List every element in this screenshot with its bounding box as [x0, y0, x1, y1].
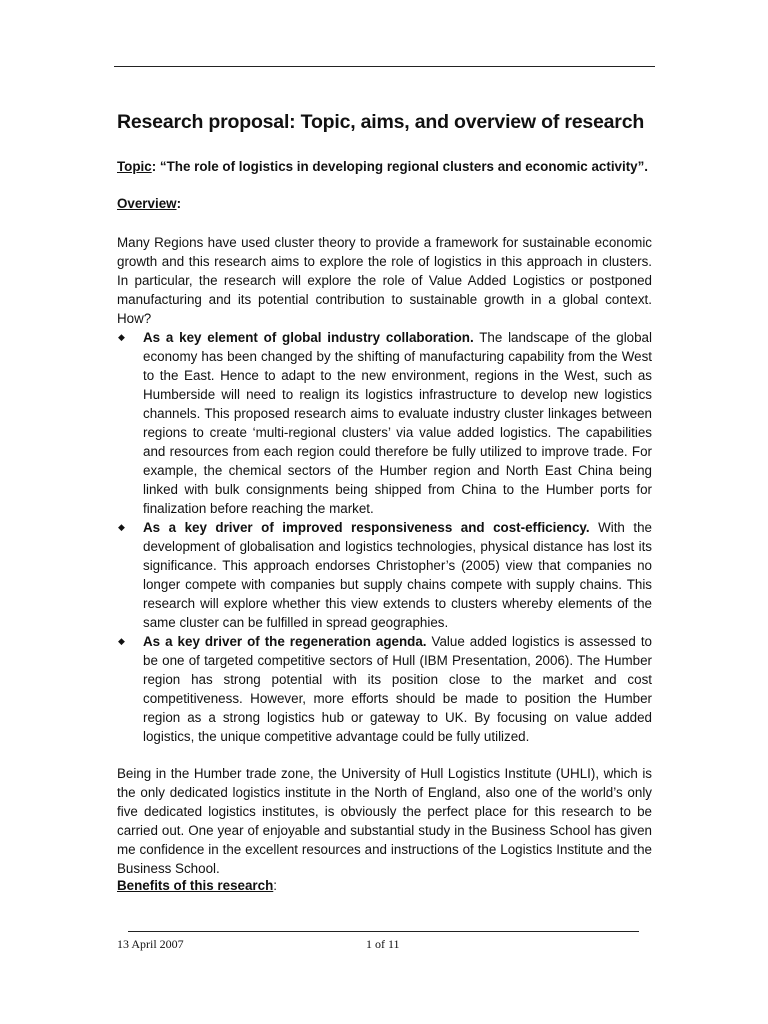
- topic-text: “The role of logistics in developing regional clusters and economic activity”.: [159, 159, 649, 174]
- institute-paragraph: Being in the Humber trade zone, the University of Hull Logistics Institute (UHLI), which is the only dedicated logistics institute in the North of England, also one of the world’s only five dedicated logistics institutes, is obviously the perfect place for this research to be carried out. One year of enjoyable and substantial study in the Business School has given me confidence in the excellent resources and instructions of the Logistics Institute and the Business School.: [117, 766, 652, 876]
- diamond-bullet-icon: ◆: [118, 522, 125, 532]
- bullet-list: [117, 328, 652, 746]
- bullet-item: [117, 518, 652, 632]
- bullet-lead: As a key element of global industry collaboration.: [143, 330, 474, 345]
- header-rule: [114, 66, 655, 67]
- bullet-text: Value added logistics is assessed to be one of targeted competitive sectors of Hull (IBM Presentation, 2006). The Humber region has strong potential with its position close to the market and cost competitiveness. However, more efforts should be made to position the Humber region as a strong logistics hub or gateway to UK. By focusing on value added logistics, the unique competitive advantage could be fully utilized.: [143, 634, 652, 744]
- topic-line: [117, 159, 648, 174]
- diamond-bullet-icon: ◆: [118, 636, 125, 646]
- bullet-item: [117, 632, 652, 746]
- bullet-item: [117, 328, 652, 518]
- diamond-bullet-icon: ◆: [118, 332, 125, 342]
- bullet-lead: As a key driver of the regeneration agenda.: [143, 634, 427, 649]
- page-number: 1 of 11: [366, 937, 400, 951]
- bullet-text: With the development of globalisation and logistics technologies, physical distance has lost its significance. This approach endorses Christopher’s (2005) view that companies no longer compete with companies but supply chains compete with supply chains. This research will explore whether this view extends to clusters whereby elements of the same cluster can be fulfilled in spread geographies.: [143, 520, 652, 630]
- bullet-text: The landscape of the global economy has been changed by the shifting of manufacturing capability from the West to the East. Hence to adapt to the new environment, regions in the West, such as Humberside will need to realign its logistics infrastructure to develop new logistics channels. This proposed research aims to evaluate industry cluster linkages between regions to create ‘multi-regional clusters’ via value added logistics. The capabilities and resources from each region could therefore be fully utilized to improve trade. For example, the chemical sectors of the Humber region and North East China being linked with bulk consignments being shipped from China to the Humber ports for finalization before reaching the market.: [143, 330, 652, 516]
- overview-label: Overview: [117, 196, 177, 211]
- footer-date: 13 April 2007: [117, 937, 184, 951]
- topic-label: Topic: [117, 159, 152, 174]
- page-title: Research proposal: Topic, aims, and overview of research: [117, 111, 645, 133]
- topic-colon: :: [151, 159, 160, 174]
- bullet-lead: As a key driver of improved responsiveness and cost-efficiency.: [143, 520, 590, 535]
- footer-rule: [128, 931, 639, 932]
- benefits-label: Benefits of this research: [117, 878, 274, 893]
- overview-heading: Overview:: [117, 196, 182, 211]
- benefits-heading: Benefits of this research:: [117, 878, 278, 893]
- intro-paragraph: Many Regions have used cluster theory to provide a framework for sustainable economic growth and this research aims to explore the role of logistics in this approach in clusters. In particular, the research will explore the role of Value Added Logistics or postponed manufacturing and its potential contribution to sustainable growth in a global context. How?: [117, 235, 652, 326]
